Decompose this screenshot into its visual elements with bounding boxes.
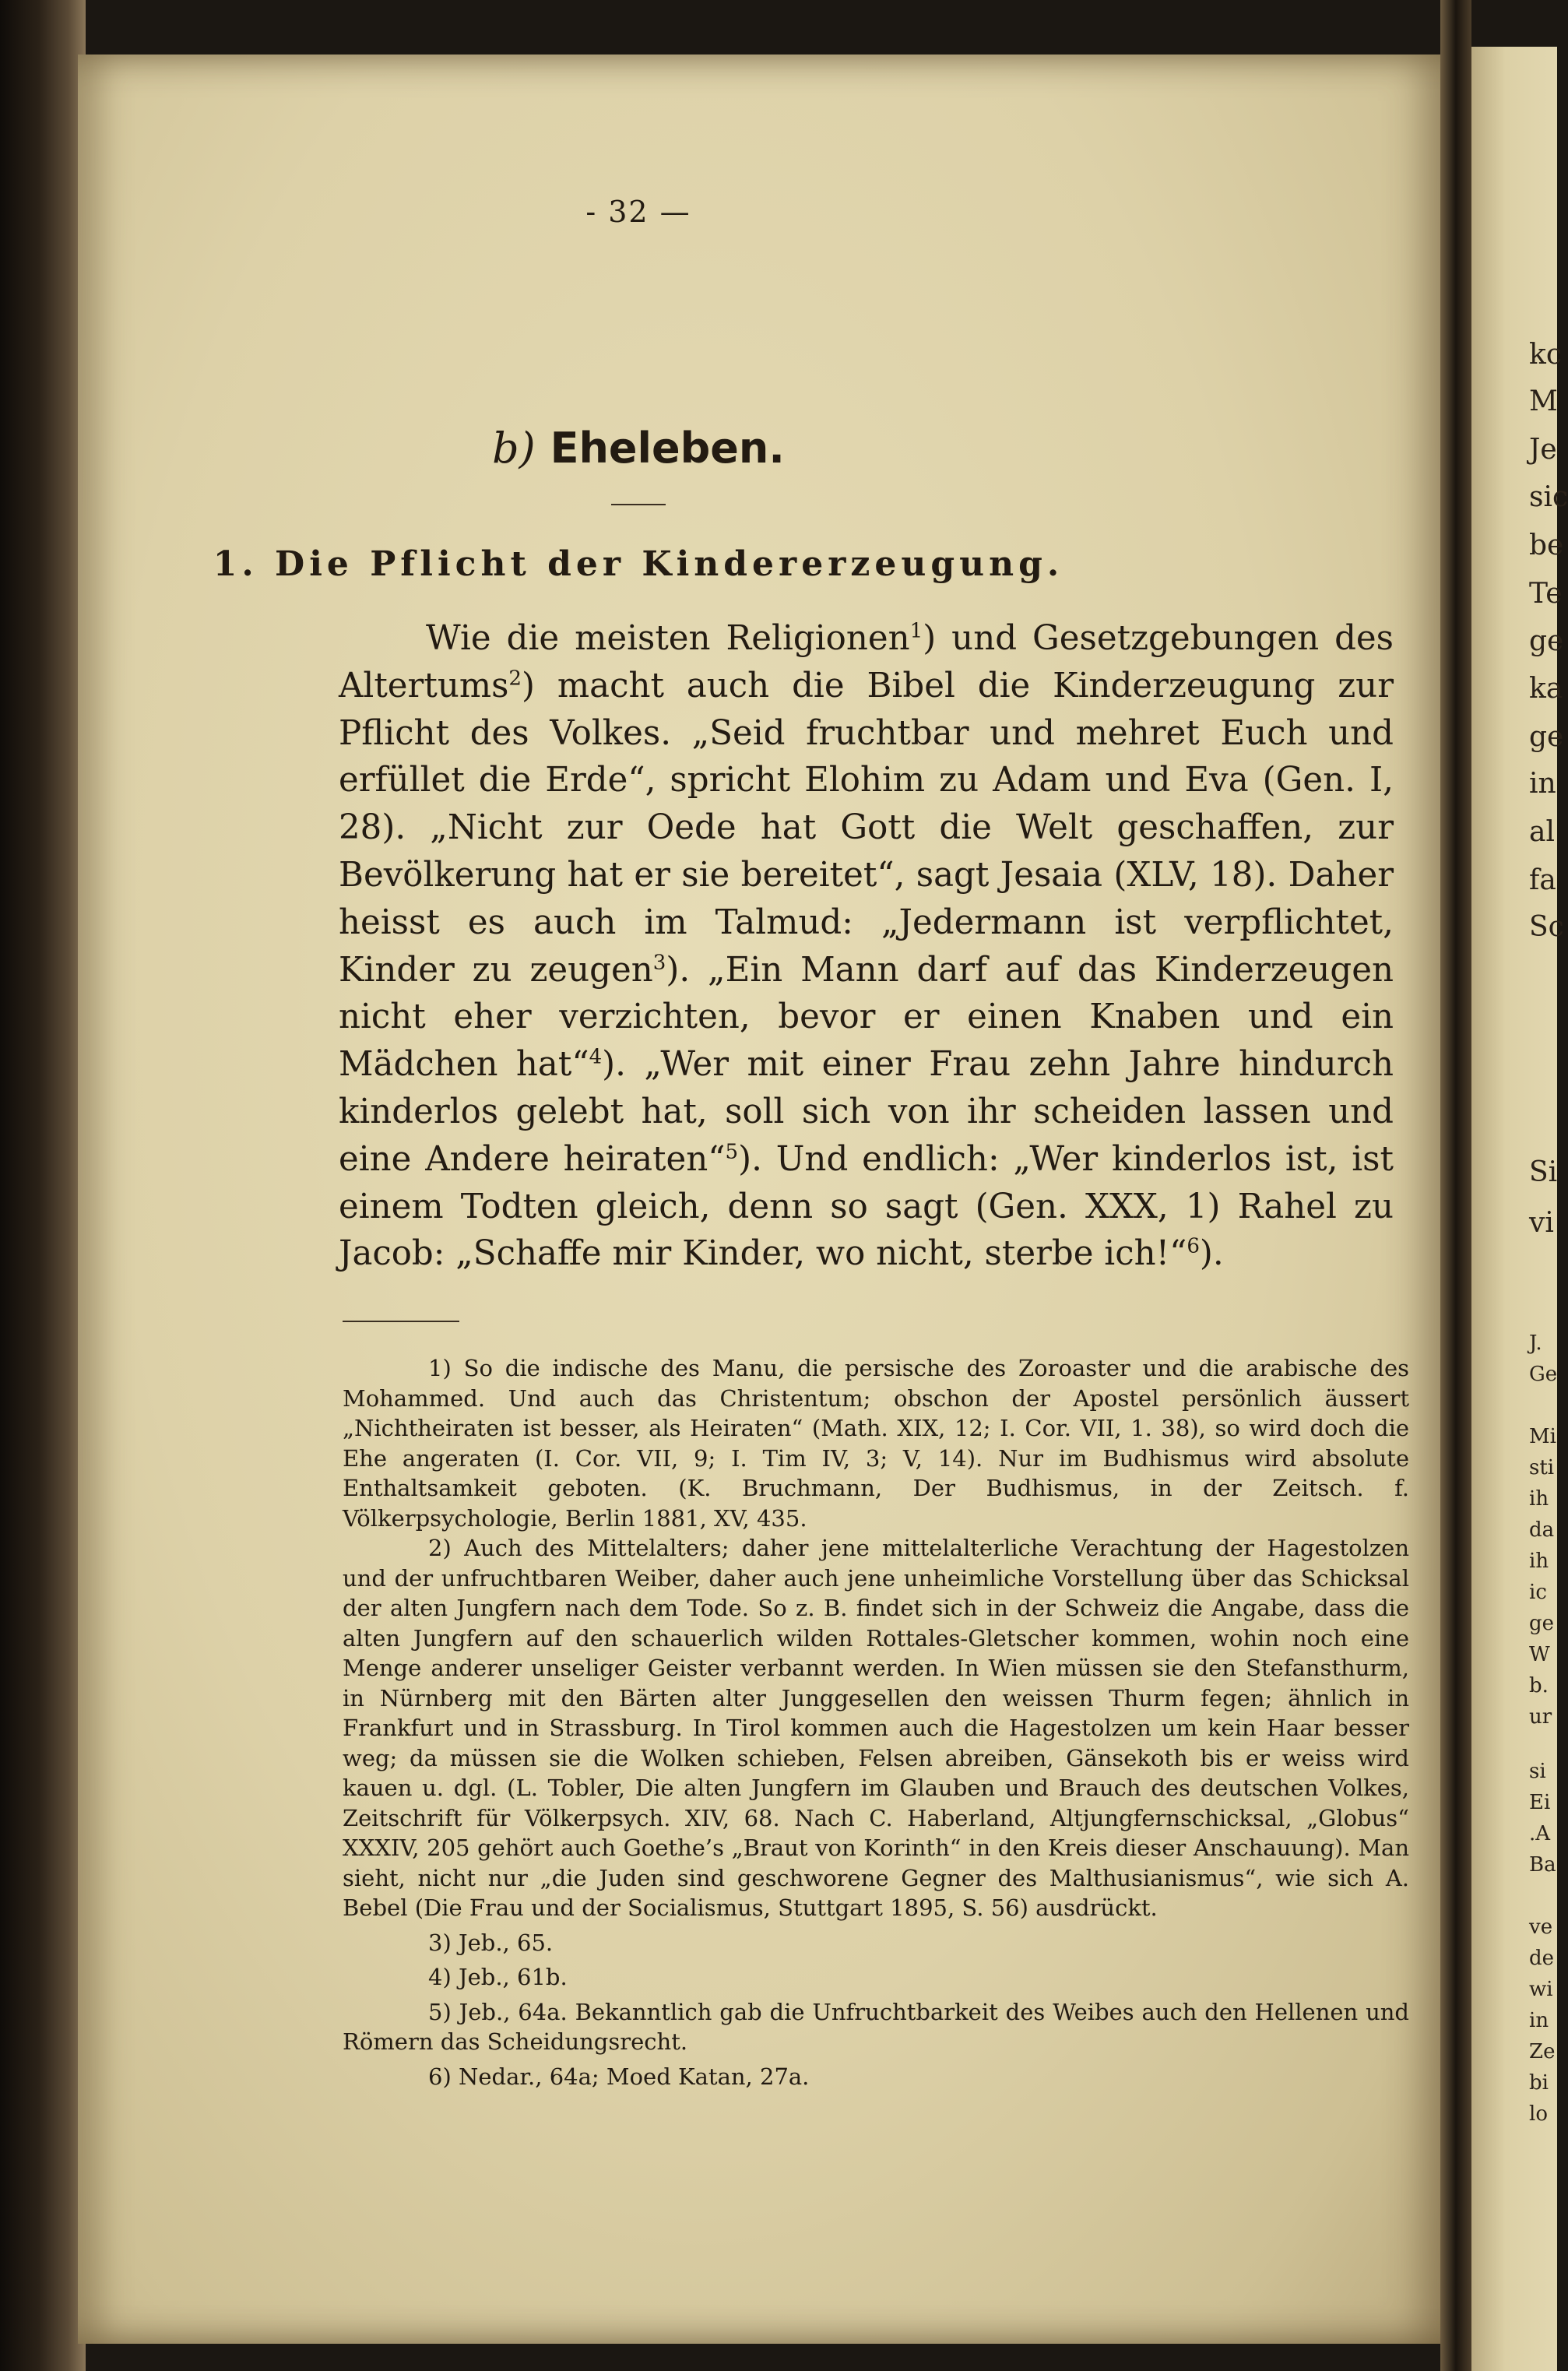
subheading: 1. Die Pflicht der Kindererzeugung. bbox=[213, 544, 1064, 584]
right-fragment-line: in bbox=[1529, 768, 1556, 800]
right-fragment-line: Ba bbox=[1529, 1853, 1556, 1877]
footnote-3: 3) Jeb., 65. bbox=[428, 1929, 554, 1956]
footnotes bbox=[343, 1353, 1409, 2091]
footnote-divider bbox=[343, 1321, 459, 1322]
footnote-2: 2) Auch des Mittelalters; daher jene mittelalterliche Verachtung der Hagestolzen und der unfruchtbaren Weiber, daher auch jene unheimliche Vorstellung über das Schicksal der alten Jungfern nach dem Tode. So z. B. findet sich in der Schweiz die Angabe, dass die alten Jungfern auf den schauerlich wilden Rottales-Gletscher kommen, wohin noch eine Menge anderer unseliger Geister verbannt werden. In Wien müssen sie den Stefansthurm, in Nürnberg mit den Bärten alter Junggesellen den weissen Thurm fegen; ähnlich in Frankfurt und in Strassburg. In Tirol kommen auch die Hagestolzen um kein Haar besser weg; da müssen sie die Wolken schieben, Felsen abreiben, Gänsekoth bis er weiss wird kauen u. dgl. (L. Tobler, Die alten Jungfern im Glauben und Brauch des deutschen Volkes, Zeitschrift für Völkerpsych. XIV, 68. Nach C. Haberland, Altjungfernschicksal, „Globus“ XXXIV, 205 gehört auch Goethe’s „Braut von Korinth“ in den Kreis dieser Anschauung). Man sieht, nicht nur „die Juden sind geschworene Gegner des Malthusianismus“, wie sich A. Bebel (Die Frau und der Socialismus, Stuttgart 1895, S. 56) ausdrückt. bbox=[343, 1535, 1409, 1922]
right-fragment-line: ge bbox=[1529, 721, 1564, 753]
text-run: Wie die meisten Religionen bbox=[426, 619, 910, 658]
right-fragment-line: b. bbox=[1529, 1674, 1549, 1697]
right-fragment-line: vi bbox=[1529, 1207, 1554, 1239]
footnote-ref: 1 bbox=[909, 619, 923, 643]
text-run: ). Und endlich: „Wer kinderlos ist, ist einem Todten gleich, denn so sagt (Gen. XXX, 1) Rahel zu Jacob: „Schaffe mir Kinder, wo nicht, sterbe ich!“ bbox=[339, 1139, 1394, 1274]
footnote-ref: 6 bbox=[1187, 1234, 1200, 1258]
right-fragment-line: lo bbox=[1529, 2102, 1548, 2126]
right-fragment-line: de bbox=[1529, 1947, 1555, 1970]
right-fragment-line: fa bbox=[1529, 864, 1556, 896]
right-fragment-line: Ge bbox=[1529, 1363, 1558, 1386]
right-fragment-line: ih bbox=[1529, 1487, 1549, 1511]
right-fragment-line: W bbox=[1529, 1643, 1550, 1666]
right-fragment-line: J. bbox=[1529, 1331, 1542, 1355]
right-fragment-line: Si bbox=[1529, 1156, 1558, 1188]
right-fragment-line: .A bbox=[1529, 1822, 1551, 1845]
right-fragment-line: Te bbox=[1529, 578, 1563, 610]
right-fragment-line: be bbox=[1529, 529, 1564, 561]
section-heading-text: Eheleben. bbox=[550, 424, 785, 473]
text-run: ). „Ein Mann darf auf das Kinderzeugen nicht eher verzichten, bevor er einen Knaben und ein Mädchen hat“ bbox=[339, 950, 1394, 1085]
right-fragment-line: Ze bbox=[1529, 2040, 1556, 2063]
right-fragment-line: ge bbox=[1529, 1612, 1555, 1635]
right-fragment-line: ve bbox=[1529, 1915, 1553, 1939]
right-fragment-line: si bbox=[1529, 1760, 1546, 1783]
main-paragraph bbox=[339, 615, 1394, 1278]
right-fragment-line: ic bbox=[1529, 1581, 1547, 1604]
footnote-1: 1) So die indische des Manu, die persische des Zoroaster und die arabische des Mohammed. Und auch das Christentum; obschon der Apostel persönlich äussert „Nichtheiraten ist besser, als Heiraten“ (Math. XIX, 12; I. Cor. VII, 1. 38), so wird doch die Ehe angeraten (I. Cor. VII, 9; I. Tim IV, 3; V, 14). Nur im Budhismus wird absolute Enthaltsamkeit geboten. (K. Bruchmann, Der Budhismus, in der Zeitsch. f. Völkerpsychologie, Berlin 1881, XV, 435. bbox=[343, 1355, 1409, 1532]
footnote-6: 6) Nedar., 64a; Moed Katan, 27a. bbox=[428, 2063, 810, 2090]
text-run: ) und Gesetzgebungen des Altertums bbox=[339, 619, 1394, 705]
page-number: - 32 — bbox=[585, 195, 691, 229]
right-fragment-line: M bbox=[1529, 385, 1558, 417]
right-fragment-line: ih bbox=[1529, 1550, 1549, 1573]
footnote-4: 4) Jeb., 61b. bbox=[428, 1964, 568, 1991]
footnote-ref: 4 bbox=[589, 1045, 603, 1069]
page-content bbox=[213, 195, 1409, 2091]
right-fragment-line: bi bbox=[1529, 2071, 1549, 2095]
heading-divider bbox=[611, 504, 666, 505]
text-run: ) macht auch die Bibel die Kinderzeugung zur Pflicht des Volkes. „Seid fruchtbar und mehret Euch und erfüllet die Erde“, spricht Elohim zu Adam und Eva (Gen. I, 28). „Nicht zur Oede hat Gott die Welt geschaffen, zur Bevölkerung hat er sie bereitet“, sagt Jesaia (XLV, 18). Daher heisst es auch im Talmud: „Jedermann ist verpflichtet, Kinder zu zeugen bbox=[339, 666, 1394, 990]
right-fragment-line: sti bbox=[1529, 1456, 1555, 1479]
section-heading bbox=[109, 424, 1168, 473]
footnote-ref: 2 bbox=[508, 667, 522, 691]
right-fragment-line: ur bbox=[1529, 1705, 1552, 1729]
book-page-right-fragment bbox=[1471, 47, 1568, 2371]
right-fragment-line: in bbox=[1529, 2009, 1549, 2032]
right-fragment-line: ge bbox=[1529, 625, 1564, 657]
footnote-5: 5) Jeb., 64a. Bekanntlich gab die Unfruchtbarkeit des Weibes auch den Hellenen und Römern das Scheidungsrecht. bbox=[343, 1998, 1409, 2056]
book-gutter bbox=[1440, 0, 1471, 2371]
right-fragment-line: kc bbox=[1529, 339, 1562, 371]
right-fragment-line: sic bbox=[1529, 481, 1568, 513]
right-fragment-line: wi bbox=[1529, 1978, 1553, 2001]
right-fragment-line: da bbox=[1529, 1518, 1555, 1542]
text-run: ). „Wer mit einer Frau zehn Jahre hindurch kinderlos gelebt hat, soll sich von ihr scheiden lassen und eine Andere heiraten“ bbox=[339, 1045, 1394, 1179]
right-fragment-line: al bbox=[1529, 816, 1555, 848]
footnote-ref: 3 bbox=[652, 951, 666, 975]
section-heading-letter: b) bbox=[492, 424, 536, 473]
right-fragment-line: Sc bbox=[1529, 911, 1564, 943]
right-fragment-line: Mi bbox=[1529, 1425, 1556, 1448]
right-fragment-line: Ei bbox=[1529, 1791, 1551, 1814]
book-cover-edge bbox=[0, 0, 86, 2371]
right-fragment-line: ka bbox=[1529, 673, 1563, 705]
right-fragment-line: Je bbox=[1529, 434, 1557, 466]
text-run: ). bbox=[1199, 1234, 1224, 1274]
footnote-ref: 5 bbox=[725, 1140, 739, 1164]
